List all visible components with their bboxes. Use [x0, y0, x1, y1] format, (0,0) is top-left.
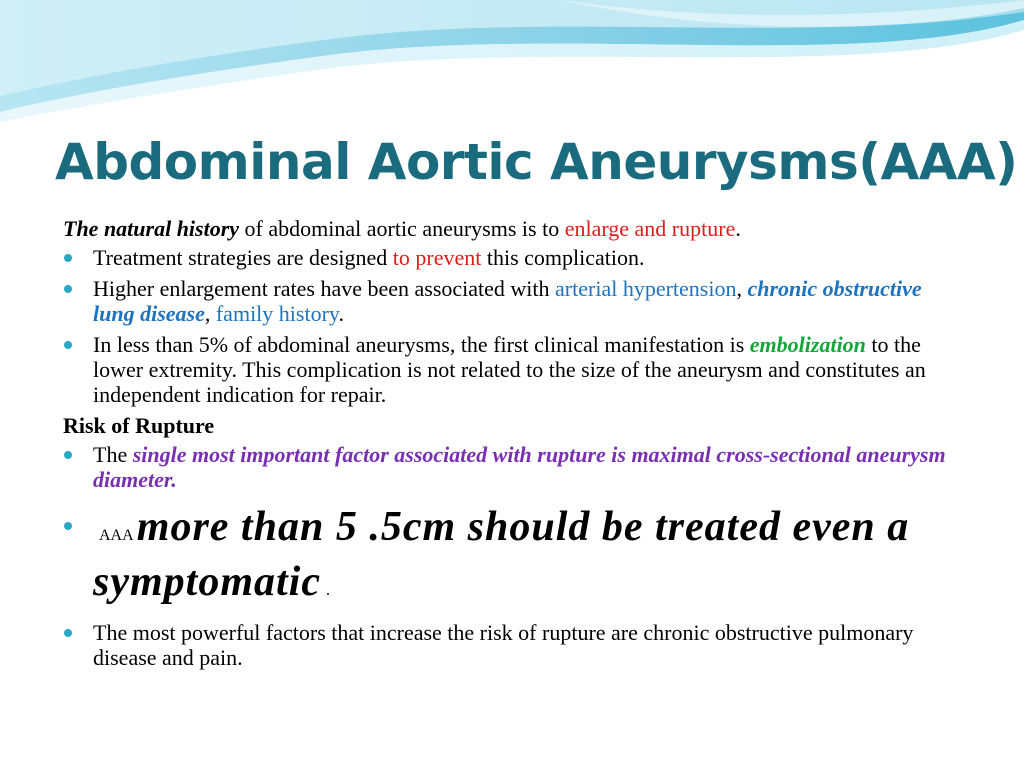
threshold-tail: . — [320, 582, 331, 599]
threshold-statement — [93, 504, 909, 605]
bullet-dot-icon — [64, 341, 72, 349]
bullet-text: Treatment strategies are designed — [93, 245, 393, 270]
bullet-dot-icon — [64, 629, 72, 637]
bullet-text: The most powerful factors that increase the risk of rupture are chronic obstructive pulmonary disease and pain. — [93, 620, 914, 670]
bullet-text: In less than 5% of abdominal aneurysms, the first clinical manifestation is — [93, 332, 750, 357]
bullet-powerful-factors — [63, 620, 963, 670]
bullet-text: Higher enlargement rates have been associated with — [93, 276, 556, 301]
bullet-diameter — [63, 442, 963, 492]
bullet-enlargement — [63, 276, 963, 326]
intro-end: . — [735, 216, 741, 241]
separator: , — [204, 301, 216, 326]
bullet-text-end: . — [338, 301, 344, 326]
intro-lead: The natural history — [63, 216, 240, 241]
bullet-dot-icon — [64, 285, 72, 293]
bullet-dot-icon — [64, 451, 72, 459]
bullet-embolization — [63, 332, 963, 407]
highlight-embolization: embolization — [749, 332, 866, 357]
header-wave-decoration — [0, 0, 1024, 150]
slide-title: Abdominal Aortic Aneurysms(AAA) — [55, 133, 1018, 191]
highlight-diameter: single most important factor associated with rupture is maximal cross-sectional aneurysm diameter. — [93, 442, 946, 492]
intro-highlight: enlarge and rupture — [564, 216, 736, 241]
bullet-highlight: to prevent — [392, 245, 482, 270]
section-heading-risk: Risk of Rupture — [63, 413, 215, 438]
bullet-treatment — [63, 245, 963, 270]
intro-paragraph — [63, 216, 963, 241]
highlight-family-history: family history — [215, 301, 339, 326]
bullet-text-end: this complication. — [481, 245, 645, 270]
slide-body — [63, 216, 963, 676]
highlight-copd: chronic obstructive lung disease — [93, 276, 922, 326]
threshold-text: more than 5 .5cm should be treated even a symptomatic — [93, 504, 910, 605]
bullet-dot-icon — [64, 254, 72, 262]
bullet-dot-icon — [64, 522, 72, 530]
highlight-hypertension: arterial hypertension — [555, 276, 737, 301]
bullet-threshold — [63, 504, 963, 614]
intro-text: of abdominal aortic aneurysms is to — [239, 216, 565, 241]
bullet-text-end: to the lower extremity. This complication is not related to the size of the aneurysm and constitutes an independent indication for repair. — [93, 332, 926, 407]
separator: , — [736, 276, 748, 301]
bullet-text: The — [93, 442, 133, 467]
threshold-prefix: AAA — [99, 527, 137, 544]
